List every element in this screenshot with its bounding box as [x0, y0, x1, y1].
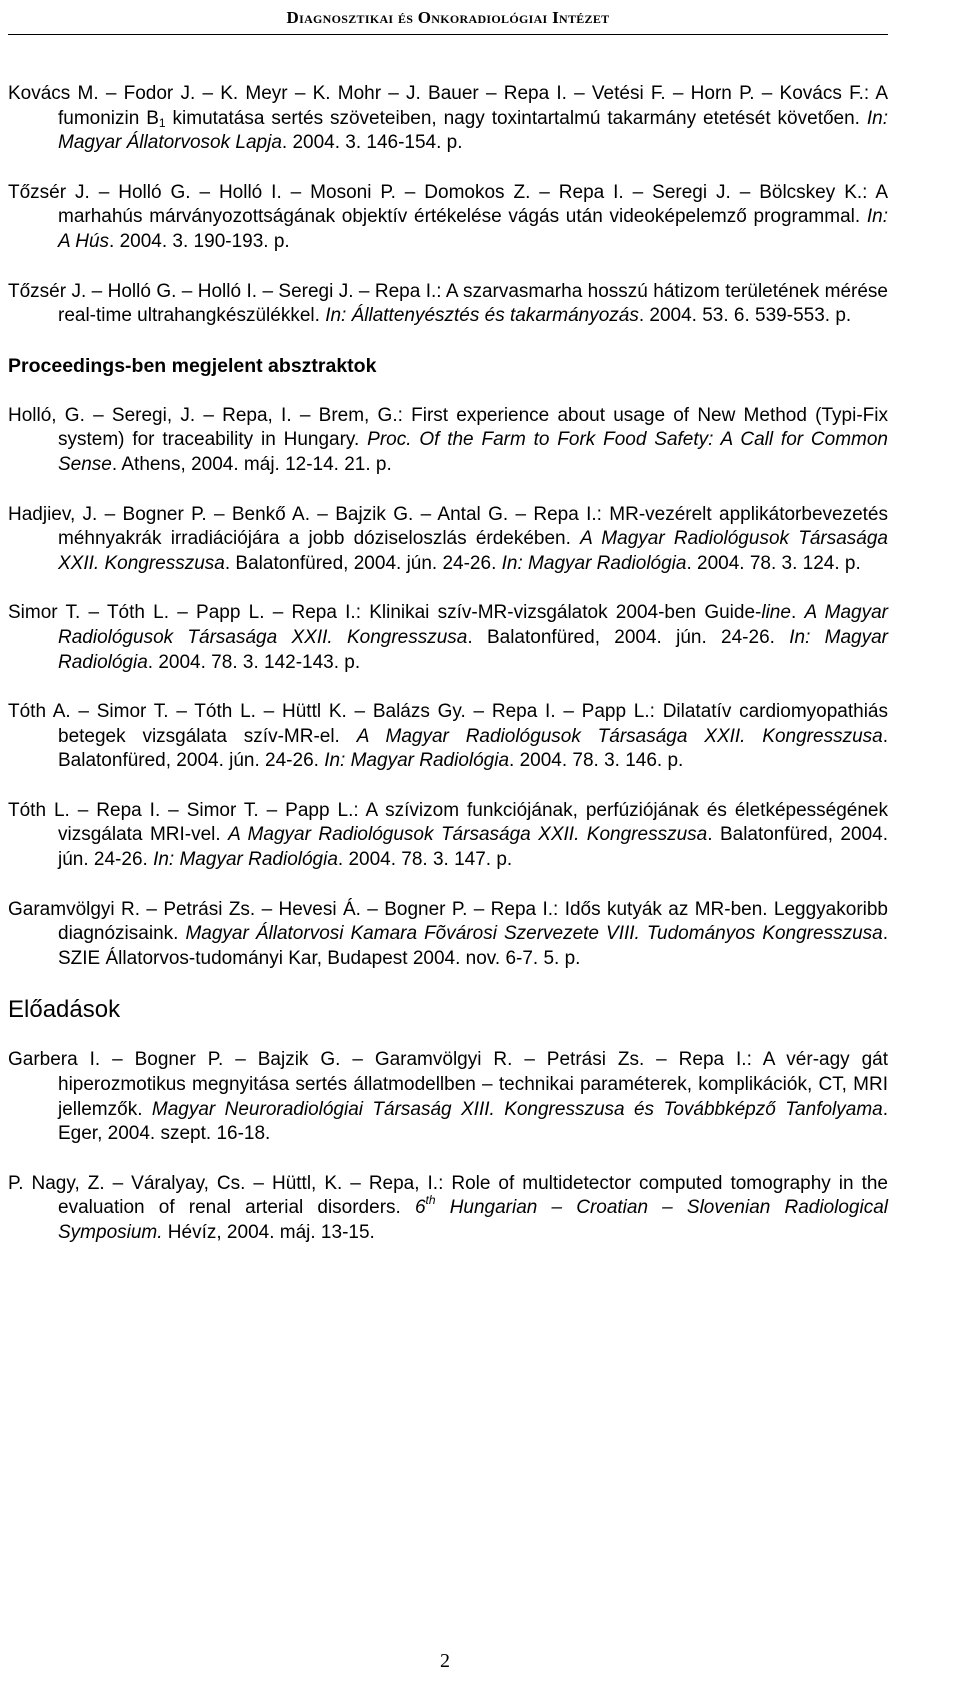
- reference-entry: [8, 799, 888, 873]
- reference-authors: P. Nagy, Z. – Váralyay, Cs. – Hüttl, K. – Repa, I.:: [8, 1172, 452, 1194]
- reference-authors: Tóth A. – Simor T. – Tóth L. – Hüttl K. – Balázs Gy. – Repa I. – Papp L.:: [8, 701, 663, 723]
- reference-authors: Tóth L. – Repa I. – Simor T. – Papp L.:: [8, 799, 366, 821]
- reference-title: A marhahús márványozottságának objektív értékelése vágás után videoképelemző programmal.: [58, 181, 888, 228]
- reference-source-superscript: th: [425, 1193, 436, 1208]
- reference-details: . 2004. 78. 3. 142-143. p.: [147, 651, 361, 673]
- reference-authors: Hadjiev, J. – Bogner P. – Benkő A. – Bajzik G. – Antal G. – Repa I.:: [8, 503, 610, 525]
- reference-source: A Magyar Radiológusok Társasága XXII. Kongresszusa: [356, 725, 883, 747]
- page-number: 2: [440, 1650, 450, 1672]
- reference-journal: In: Magyar Radiológia: [58, 626, 888, 673]
- reference-authors: Tőzsér J. – Holló G. – Holló I. – Mosoni P. – Domokos Z. – Repa I. – Seregi J. – Bölcskey K.:: [8, 181, 876, 203]
- section-title-lectures: Előadások: [8, 996, 121, 1024]
- reference-details: . Balatonfüred, 2004. jún. 24-26.: [467, 626, 790, 648]
- reference-details: Hévíz, 2004. máj. 13-15.: [162, 1222, 375, 1243]
- reference-source: Magyar Állatorvosi Kamara Fõvárosi Szervezete VIII. Tudományos Kongresszusa: [185, 923, 883, 945]
- reference-title: A szarvasmarha hosszú hátizom területének mérése real-time ultrahangkészülékkel.: [58, 280, 888, 327]
- reference-details: . Eger, 2004. szept. 16-18.: [58, 1098, 888, 1145]
- reference-title-italic: line: [761, 602, 791, 624]
- reference-entry: [8, 503, 888, 577]
- section-title-proceedings: Proceedings-ben megjelent absztraktok: [8, 354, 377, 377]
- page-header: [8, 4, 888, 35]
- reference-title: A fumonizin B: [58, 83, 888, 129]
- reference-source: A Magyar Radiológusok Társasága XXII. Kongresszusa: [58, 528, 888, 574]
- reference-details: . 2004. 78. 3. 124. p.: [686, 552, 861, 574]
- reference-title: MR-vezérelt applikátorbevezetés méhnyakrák irradiációjára a jobb dóziseloszlás érdekében.: [58, 503, 888, 550]
- reference-authors: Tőzsér J. – Holló G. – Holló I. – Seregi J. – Repa I.:: [8, 280, 446, 302]
- reference-authors: Kovács M. – Fodor J. – K. Meyr – K. Mohr – J. Bauer – Repa I. – Vetési F. – Horn P. – Kovács F.:: [8, 83, 876, 104]
- reference-source: A Magyar Radiológusok Társasága XXII. Kongresszusa: [58, 602, 888, 648]
- reference-details: . 2004. 78. 3. 147. p.: [337, 849, 513, 871]
- reference-details: . Balatonfüred, 2004. jún. 24-26.: [58, 725, 888, 772]
- reference-source: In: Magyar Állatorvosok Lapja: [58, 107, 888, 154]
- reference-entry: [8, 601, 888, 675]
- institute-title: Diagnosztikai és Onkoradiológiai Intézet: [286, 8, 610, 27]
- reference-source: In: Állattenyésztés és takarmányozás: [325, 305, 639, 327]
- reference-source: In: A Hús: [58, 206, 888, 252]
- reference-source: 6: [414, 1197, 426, 1219]
- reference-authors: Simor T. – Tóth L. – Papp L. – Repa I.:: [8, 602, 370, 624]
- reference-title: Role of multidetector computed tomography in the evaluation of renal arterial disorders.: [58, 1172, 888, 1219]
- reference-title: Idős kutyák az MR-ben. Leggyakoribb diagnózisaink.: [58, 898, 889, 945]
- reference-entry: [8, 404, 888, 478]
- publication-list: [8, 82, 888, 1271]
- reference-journal: In: Magyar Radiológia: [324, 750, 510, 772]
- reference-title-subscript: 1: [158, 115, 166, 130]
- reference-authors: Garbera I. – Bogner P. – Bajzik G. – Garamvölgyi R. – Petrási Zs. – Repa I.:: [8, 1049, 763, 1071]
- reference-details: . Balatonfüred, 2004. jún. 24-26.: [224, 552, 502, 574]
- reference-title: A szívizom funkciójának, perfúziójának és életképességének vizsgálata MRI-vel.: [58, 799, 888, 846]
- reference-title: kimutatása sertés szöveteiben, nagy toxintartalmú takarmány etetését követően.: [165, 107, 867, 129]
- reference-title: Dilatatív cardiomyopathiás betegek vizsgálata szív-MR-el.: [58, 701, 888, 747]
- reference-authors: Garamvölgyi R. – Petrási Zs. – Hevesi Á. – Bogner P. – Repa I.:: [8, 898, 565, 920]
- reference-details: . 2004. 3. 146-154. p.: [281, 132, 463, 154]
- reference-entry: [8, 1048, 888, 1146]
- reference-entry: [8, 280, 888, 329]
- reference-title: Klinikai szív-MR-vizsgálatok 2004-ben Guide-: [369, 602, 762, 624]
- reference-entry: [8, 82, 888, 156]
- reference-journal: In: Magyar Radiológia: [153, 849, 338, 871]
- reference-title: A vér-agy gát hiperozmotikus megnyitása sertés állatmodellben – technikai paraméterek, komplikációk, CT, MRI jellemzők.: [58, 1049, 888, 1120]
- reference-journal: In: Magyar Radiológia: [501, 552, 687, 574]
- reference-source: Magyar Neuroradiológiai Társaság XIII. Kongresszusa és Továbbképző Tanfolyama: [151, 1098, 883, 1120]
- reference-details: . 2004. 53. 6. 539-553. p.: [638, 305, 852, 327]
- reference-source: Hungarian – Croatian – Slovenian Radiological Symposium.: [58, 1197, 888, 1243]
- reference-details: . 2004. 78. 3. 146. p.: [509, 750, 684, 772]
- reference-entry: [8, 700, 888, 774]
- reference-source: A Magyar Radiológusok Társasága XXII. Kongresszusa: [228, 824, 708, 846]
- reference-authors: Holló, G. – Seregi, J. – Repa, I. – Brem, G.:: [8, 404, 412, 426]
- reference-details: . Balatonfüred, 2004. jún. 24-26.: [58, 824, 888, 871]
- reference-entry: [8, 898, 888, 972]
- reference-details: . Athens, 2004. máj. 12-14. 21. p.: [111, 453, 392, 475]
- reference-source: Proc. Of the Farm to Fork Food Safety: A Call for Common Sense: [58, 429, 889, 475]
- reference-title: First experience about usage of New Method (Typi-Fix system) for traceability in Hungary.: [58, 404, 888, 451]
- reference-details: . SZIE Állatorvos-tudományi Kar, Budapest 2004. nov. 6-7. 5. p.: [58, 923, 888, 969]
- reference-entry: [8, 181, 888, 255]
- reference-title: .: [790, 602, 805, 624]
- reference-entry: [8, 1172, 888, 1246]
- reference-details: . 2004. 3. 190-193. p.: [109, 230, 290, 252]
